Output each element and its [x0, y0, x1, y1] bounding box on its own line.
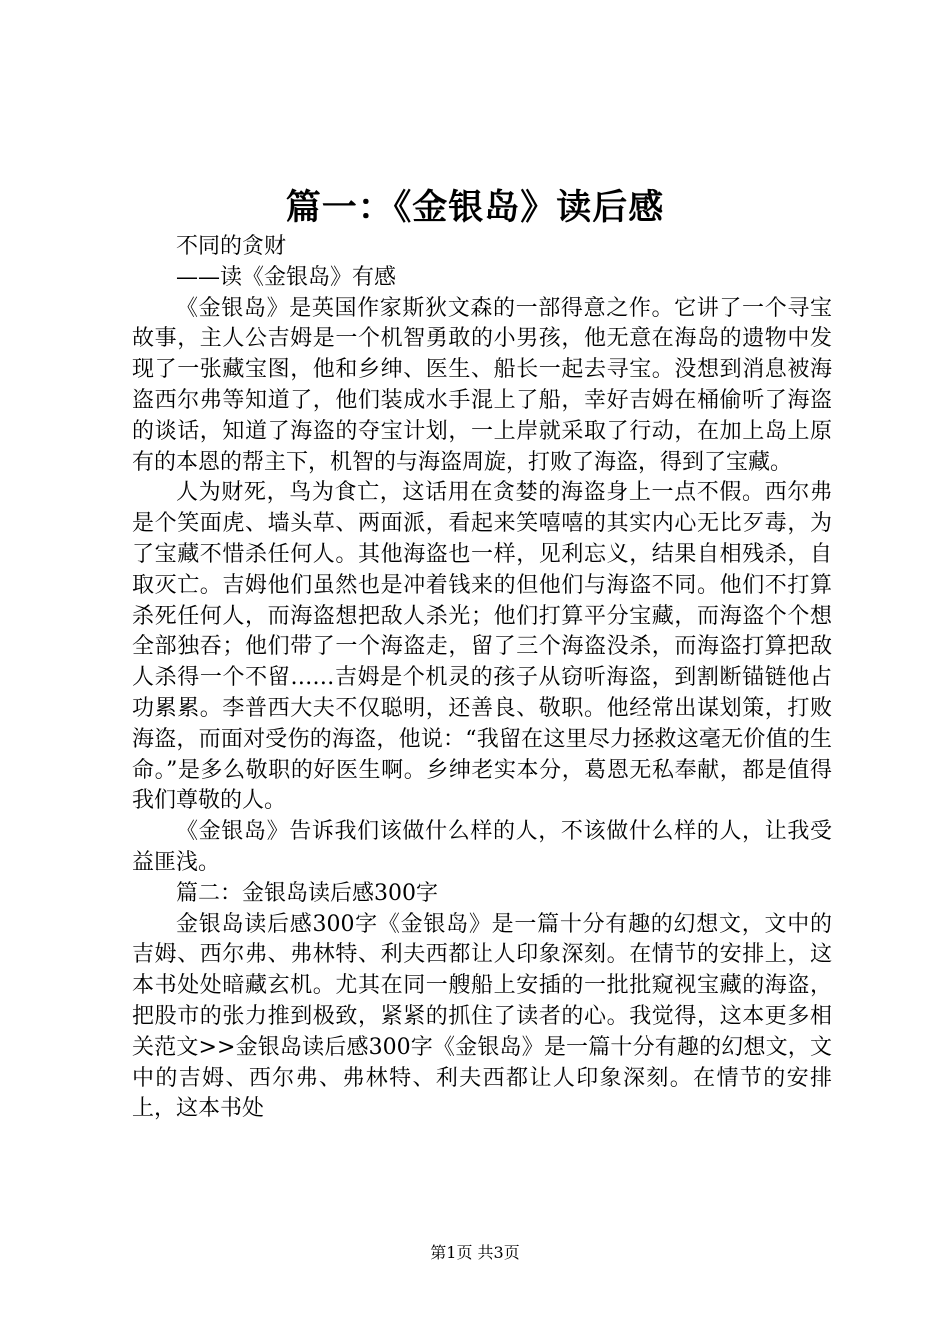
- body-paragraph: 人为财死，鸟为食亡，这话用在贪婪的海盗身上一点不假。西尔弗是个笑面虎、墙头草、两面派，看起来笑嘻嘻的其实内心无比歹毒，为了宝藏不惜杀任何人。其他海盗也一样，见利忘义，结果自相残杀，自取灭亡。吉姆他们虽然也是冲着钱来的但他们与海盗不同。他们不打算杀死任何人，而海盗想把敌人杀光；他们打算平分宝藏，而海盗个个想全部独吞；他们带了一个海盗走，留了三个海盗没杀，而海盗打算把敌人杀得一个不留……吉姆是个机灵的孩子从窃听海盗，到割断锚链他占功累累。李普西大夫不仅聪明，还善良、敬职。他经常出谋划策，打败海盗，而面对受伤的海盗，他说：“我留在这里尽力拯救这毫无价值的生命。”是多么敬职的好医生啊。乡绅老实本分，葛恩无私奉献，都是值得我们尊敬的人。: [132, 480, 832, 814]
- subtitle-line: 不同的贪财: [176, 234, 287, 259]
- body-paragraph: 《金银岛》是英国作家斯狄文森的一部得意之作。它讲了一个寻宝故事，主人公吉姆是一个机智勇敢的小男孩，他无意在海岛的遗物中发现了一张藏宝图，他和乡绅、医生、船长一起去寻宝。没想到消息被海盗西尔弗等知道了，他们装成水手混上了船，幸好吉姆在桶偷听了海盗的谈话，知道了海盗的夺宝计划，一上岸就采取了行动，在加上岛上原有的本恩的帮主下，机智的与海盗周旋，打败了海盗，得到了宝藏。: [132, 295, 832, 475]
- subtitle-line: ——读《金银岛》有感: [176, 264, 397, 290]
- page-footer: 第1页 共3页: [430, 1243, 520, 1262]
- section-heading: 篇二：金银岛读后感300字: [176, 880, 438, 906]
- document-body: [132, 232, 832, 1125]
- document-title: 篇一：《金银岛》读后感: [285, 187, 665, 228]
- body-paragraph: 《金银岛》告诉我们该做什么样的人，不该做什么样的人，让我受益匪浅。: [132, 819, 832, 875]
- body-paragraph: 金银岛读后感300字《金银岛》是一篇十分有趣的幻想文，文中的吉姆、西尔弗、弗林特、利夫西都让人印象深刻。在情节的安排上，这本书处处暗藏玄机。尤其在同一艘船上安插的一批批窥视宝藏的海盗，把股市的张力推到极致，紧紧的抓住了读者的心。我觉得，这本更多相关范文>>金银岛读后感300字《金银岛》是一篇十分有趣的幻想文，文中的吉姆、西尔弗、弗林特、利夫西都让人印象深刻。在情节的安排上，这本书处: [132, 911, 832, 1122]
